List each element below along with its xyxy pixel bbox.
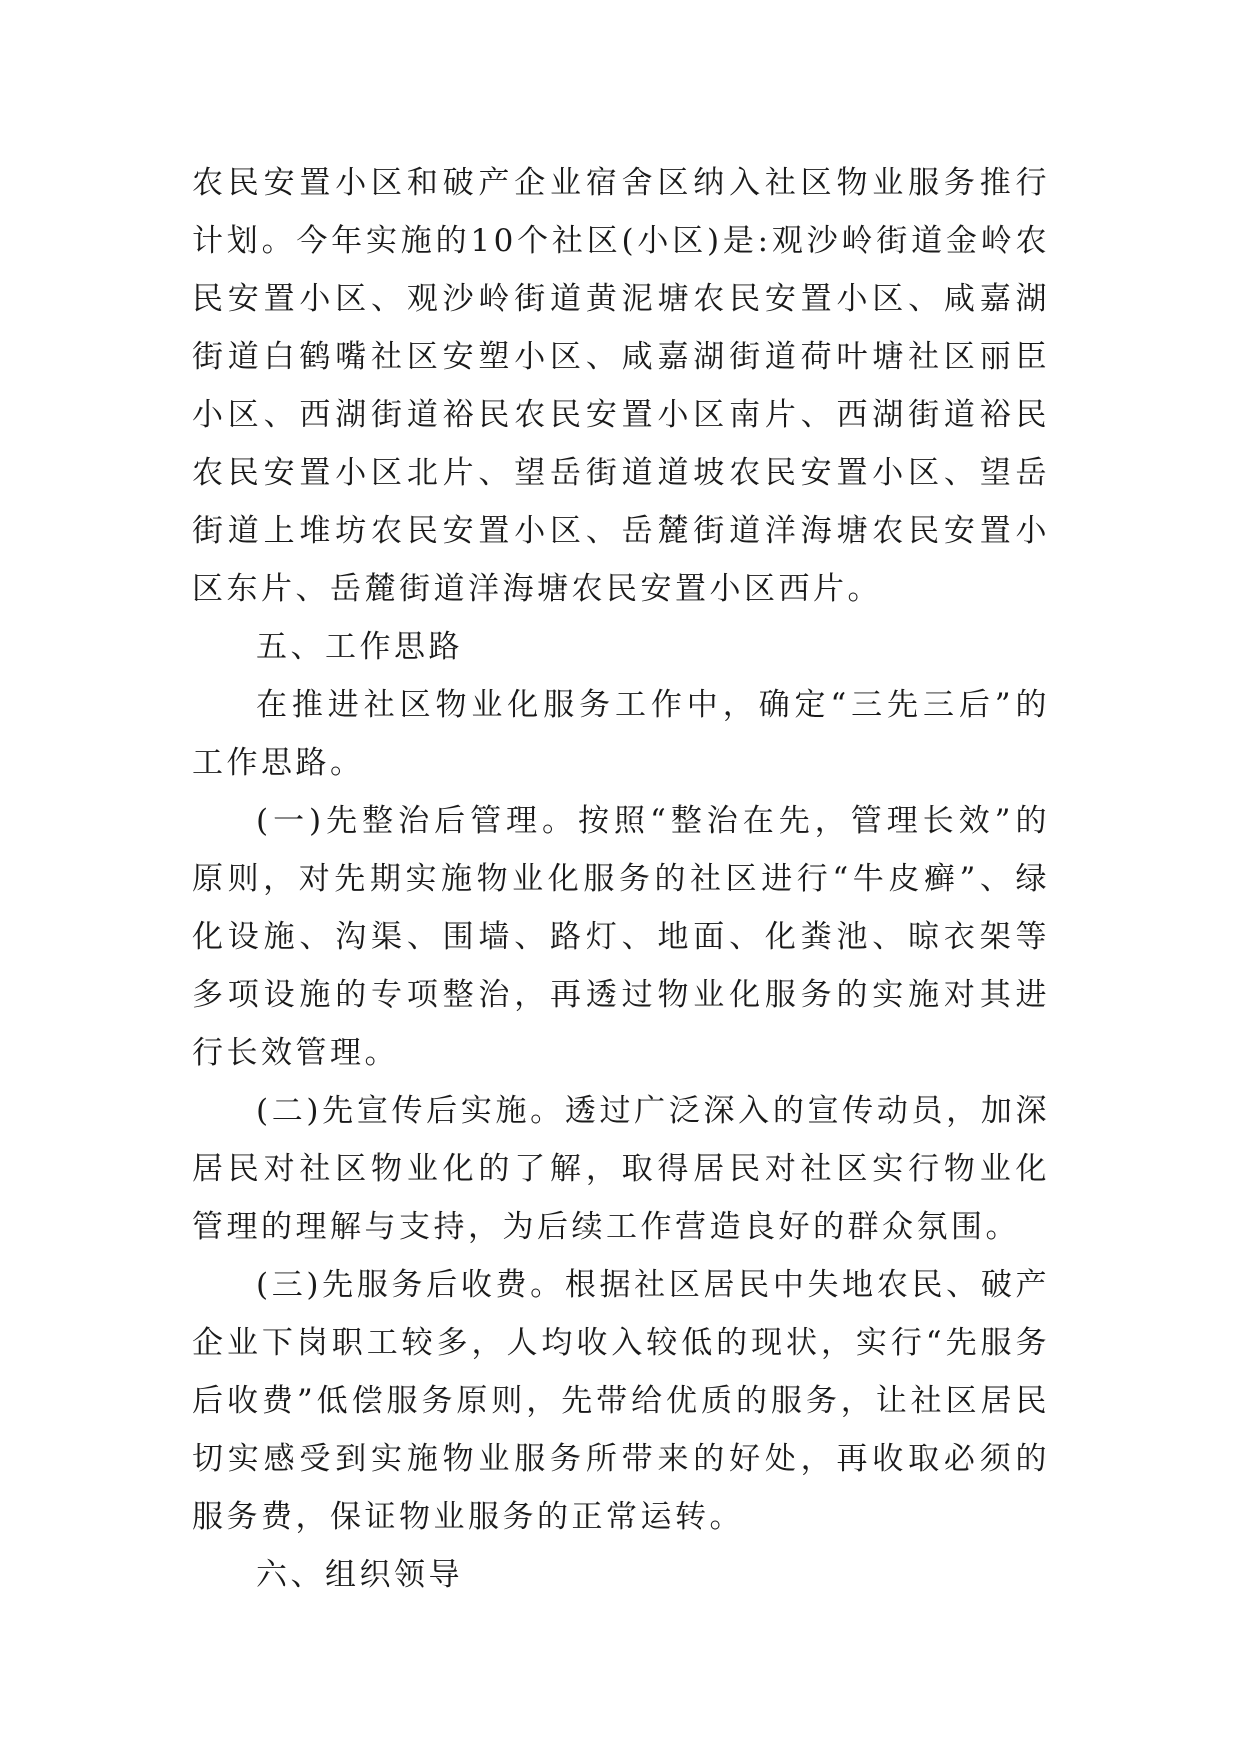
section-heading-work-approach: 五、工作思路 — [256, 629, 463, 665]
document-body — [192, 154, 1050, 1604]
paragraph-item-2: (二)先宣传后实施。透过广泛深入的宣传动员，加深居民对社区物业化的了解，取得居民对社区实行物业化管理的理解与支持，为后续工作营造良好的群众氛围。 — [192, 1093, 1050, 1245]
paragraph-item-3: (三)先服务后收费。根据社区居民中失地农民、破产企业下岗职工较多，人均收入较低的现状，实行“先服务后收费”低偿服务原则，先带给优质的服务，让社区居民切实感受到实施物业服务所带来的好处，再收取必须的服务费，保证物业服务的正常运转。 — [192, 1267, 1050, 1535]
section-heading-leadership: 六、组织领导 — [256, 1557, 463, 1593]
paragraph-community-list: 农民安置小区和破产企业宿舍区纳入社区物业服务推行计划。今年实施的10个社区(小区)是:观沙岭街道金岭农民安置小区、观沙岭街道黄泥塘农民安置小区、咸嘉湖街道白鹤嘴社区安塑小区、咸嘉湖街道荷叶塘社区丽臣小区、西湖街道裕民农民安置小区南片、西湖街道裕民农民安置小区北片、望岳街道道坡农民安置小区、望岳街道上堆坊农民安置小区、岳麓街道洋海塘农民安置小区东片、岳麓街道洋海塘农民安置小区西片。 — [192, 165, 1050, 607]
paragraph-item-1: (一)先整治后管理。按照“整治在先，管理长效”的原则，对先期实施物业化服务的社区进行“牛皮癣”、绿化设施、沟渠、围墙、路灯、地面、化粪池、晾衣架等多项设施的专项整治，再透过物业化服务的实施对其进行长效管理。 — [192, 803, 1050, 1071]
paragraph-approach-intro: 在推进社区物业化服务工作中，确定“三先三后”的工作思路。 — [192, 687, 1050, 781]
